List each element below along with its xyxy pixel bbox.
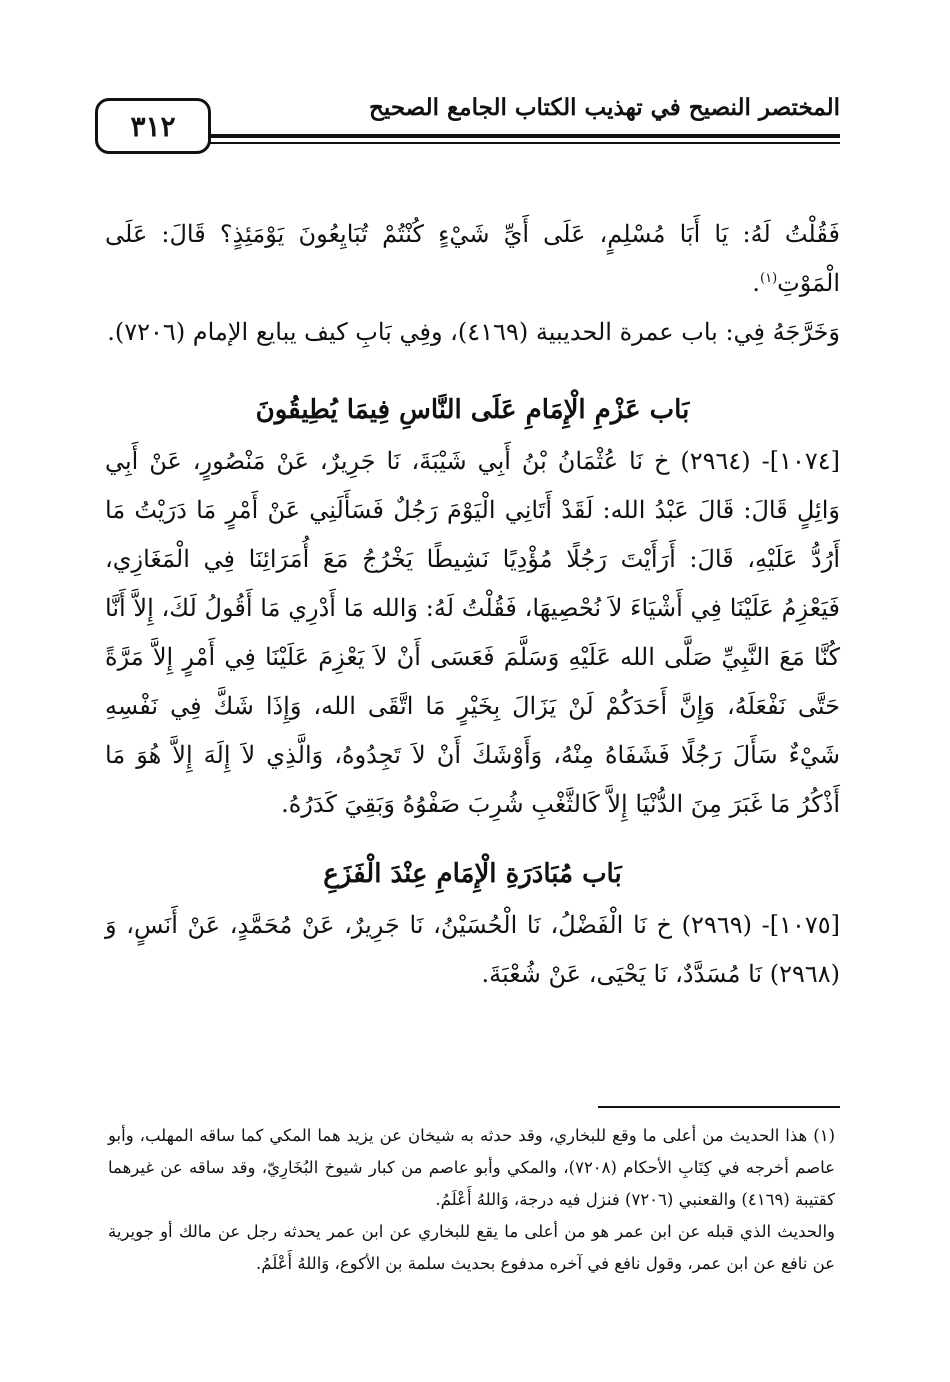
paragraph-question — [105, 210, 840, 308]
chapter-heading: بَاب عَزْمِ الْإِمَامِ عَلَى النَّاسِ فِيمَا يُطِيقُونَ — [255, 395, 690, 425]
main-text — [105, 210, 840, 999]
paragraph-question-end: . — [752, 269, 760, 297]
chapter-heading: بَاب مُبَادَرَةِ الْإِمَامِ عِنْدَ الْفَزَعِ — [323, 859, 622, 889]
paragraph-takhrij: وَخَرَّجَهُ فِي: باب عمرة الحديبية (٤١٦٩)، وفِي بَابِ كيف يبايع الإمام (٧٢٠٦). — [107, 318, 840, 346]
header-rule-thin — [195, 142, 840, 144]
running-title: المختصر النصيح في تهذيب الكتاب الجامع الصحيح — [369, 94, 840, 121]
paragraph-question-text: فَقُلْتُ لَهُ: يَا أَبَا مُسْلِمٍ، عَلَى أَيِّ شَيْءٍ كُنْتُمْ تُبَايِعُونَ يَوْمَئِذٍ؟ قَالَ: عَلَى الْمَوْتِ — [105, 220, 840, 297]
footnote-ref: (١) — [760, 271, 778, 286]
header-rule-thick — [195, 134, 840, 138]
footnote-1: (١) هذا الحديث من أعلى ما وقع للبخاري، وقد حدثه به شيخان عن يزيد هما المكي كما ساقه المهلب، وأبو عاصم أخرجه في كِتَابِ الأحكام (٧٢٠٨)، والمكي وأبو عاصم من كبار شيوخ البُخَارِيّ، وقد ساقه عن غيرهما كقتيبة (٤١٦٩) والقعنبي (٧٢٠٦) فنزل فيه درجة، وَاللهُ أَعْلَمُ. — [108, 1126, 835, 1209]
hadith-1074: [١٠٧٤]- (٢٩٦٤) خ نَا عُثْمَانُ بْنُ أَبِي شَيْبَةَ، نَا جَرِيرٌ، عَنْ مَنْصُورٍ، عَنْ أَبِي وَائِلٍ قَالَ: قَالَ عَبْدُ الله: لَقَدْ أَتَانِي الْيَوْمَ رَجُلٌ فَسَأَلَنِي عَنْ أَمْرٍ مَا دَرَيْتُ مَا أَرُدُّ عَلَيْهِ، قَالَ: أَرَأَيْتَ رَجُلًا مُؤْدِيًا نَشِيطًا يَخْرُجُ مَعَ أُمَرَائِنَا فِي الْمَغَازِي، فَيَعْزِمُ عَلَيْنَا فِي أَشْيَاءَ لاَ نُحْصِيهَا، فَقُلْتُ لَهُ: وَالله مَا أَدْرِي مَا أَقُولُ لَكَ، إِلاَّ أَنَّا كُنَّا مَعَ النَّبِيِّ صَلَّى الله عَلَيْهِ وَسَلَّمَ فَعَسَى أَنْ لاَ يَعْزِمَ عَلَيْنَا فِي أَمْرٍ إِلاَّ مَرَّةً حَتَّى نَفْعَلَهُ، وَإِنَّ أَحَدَكُمْ لَنْ يَزَالَ بِخَيْرٍ مَا اتَّقَى الله، وَإِذَا شَكَّ فِي نَفْسِهِ شَيْءٌ سَأَلَ رَجُلًا فَشَفَاهُ مِنْهُ، وَأَوْشَكَ أَنْ لاَ تَجِدُوهُ، وَالَّذِي لاَ إِلَهَ إِلاَّ هُوَ مَا أَذْكُرُ مَا غَبَرَ مِنَ الدُّنْيَا إِلاَّ كَالثَّغْبِ شُرِبَ صَفْوُهُ وَبَقِيَ كَدَرُهُ. — [105, 447, 840, 818]
footnote-continuation: والحديث الذي قبله عن ابن عمر هو من أعلى ما يقع للبخاري عن ابن عمر يحدثه رجل عن مالك أو جويرية عن نافع عن ابن عمر، وقول نافع في آخره مدفوع بحديث سلمة بن الأكوع، وَاللهُ أَعْلَمُ. — [108, 1222, 835, 1273]
page-header — [95, 92, 840, 162]
hadith-1075: [١٠٧٥]- (٢٩٦٩) خ نَا الْفَضْلُ، نَا الْحُسَيْنُ، نَا جَرِيرٌ، عَنْ مُحَمَّدٍ، عَنْ أَنَسٍ، وَ (٢٩٦٨) نَا مُسَدَّدٌ، نَا يَحْيَى، عَنْ شُعْبَةَ. — [105, 911, 841, 988]
footnote-separator — [598, 1106, 840, 1108]
page-number: ٣١٢ — [95, 98, 211, 154]
footnotes — [108, 1120, 835, 1280]
